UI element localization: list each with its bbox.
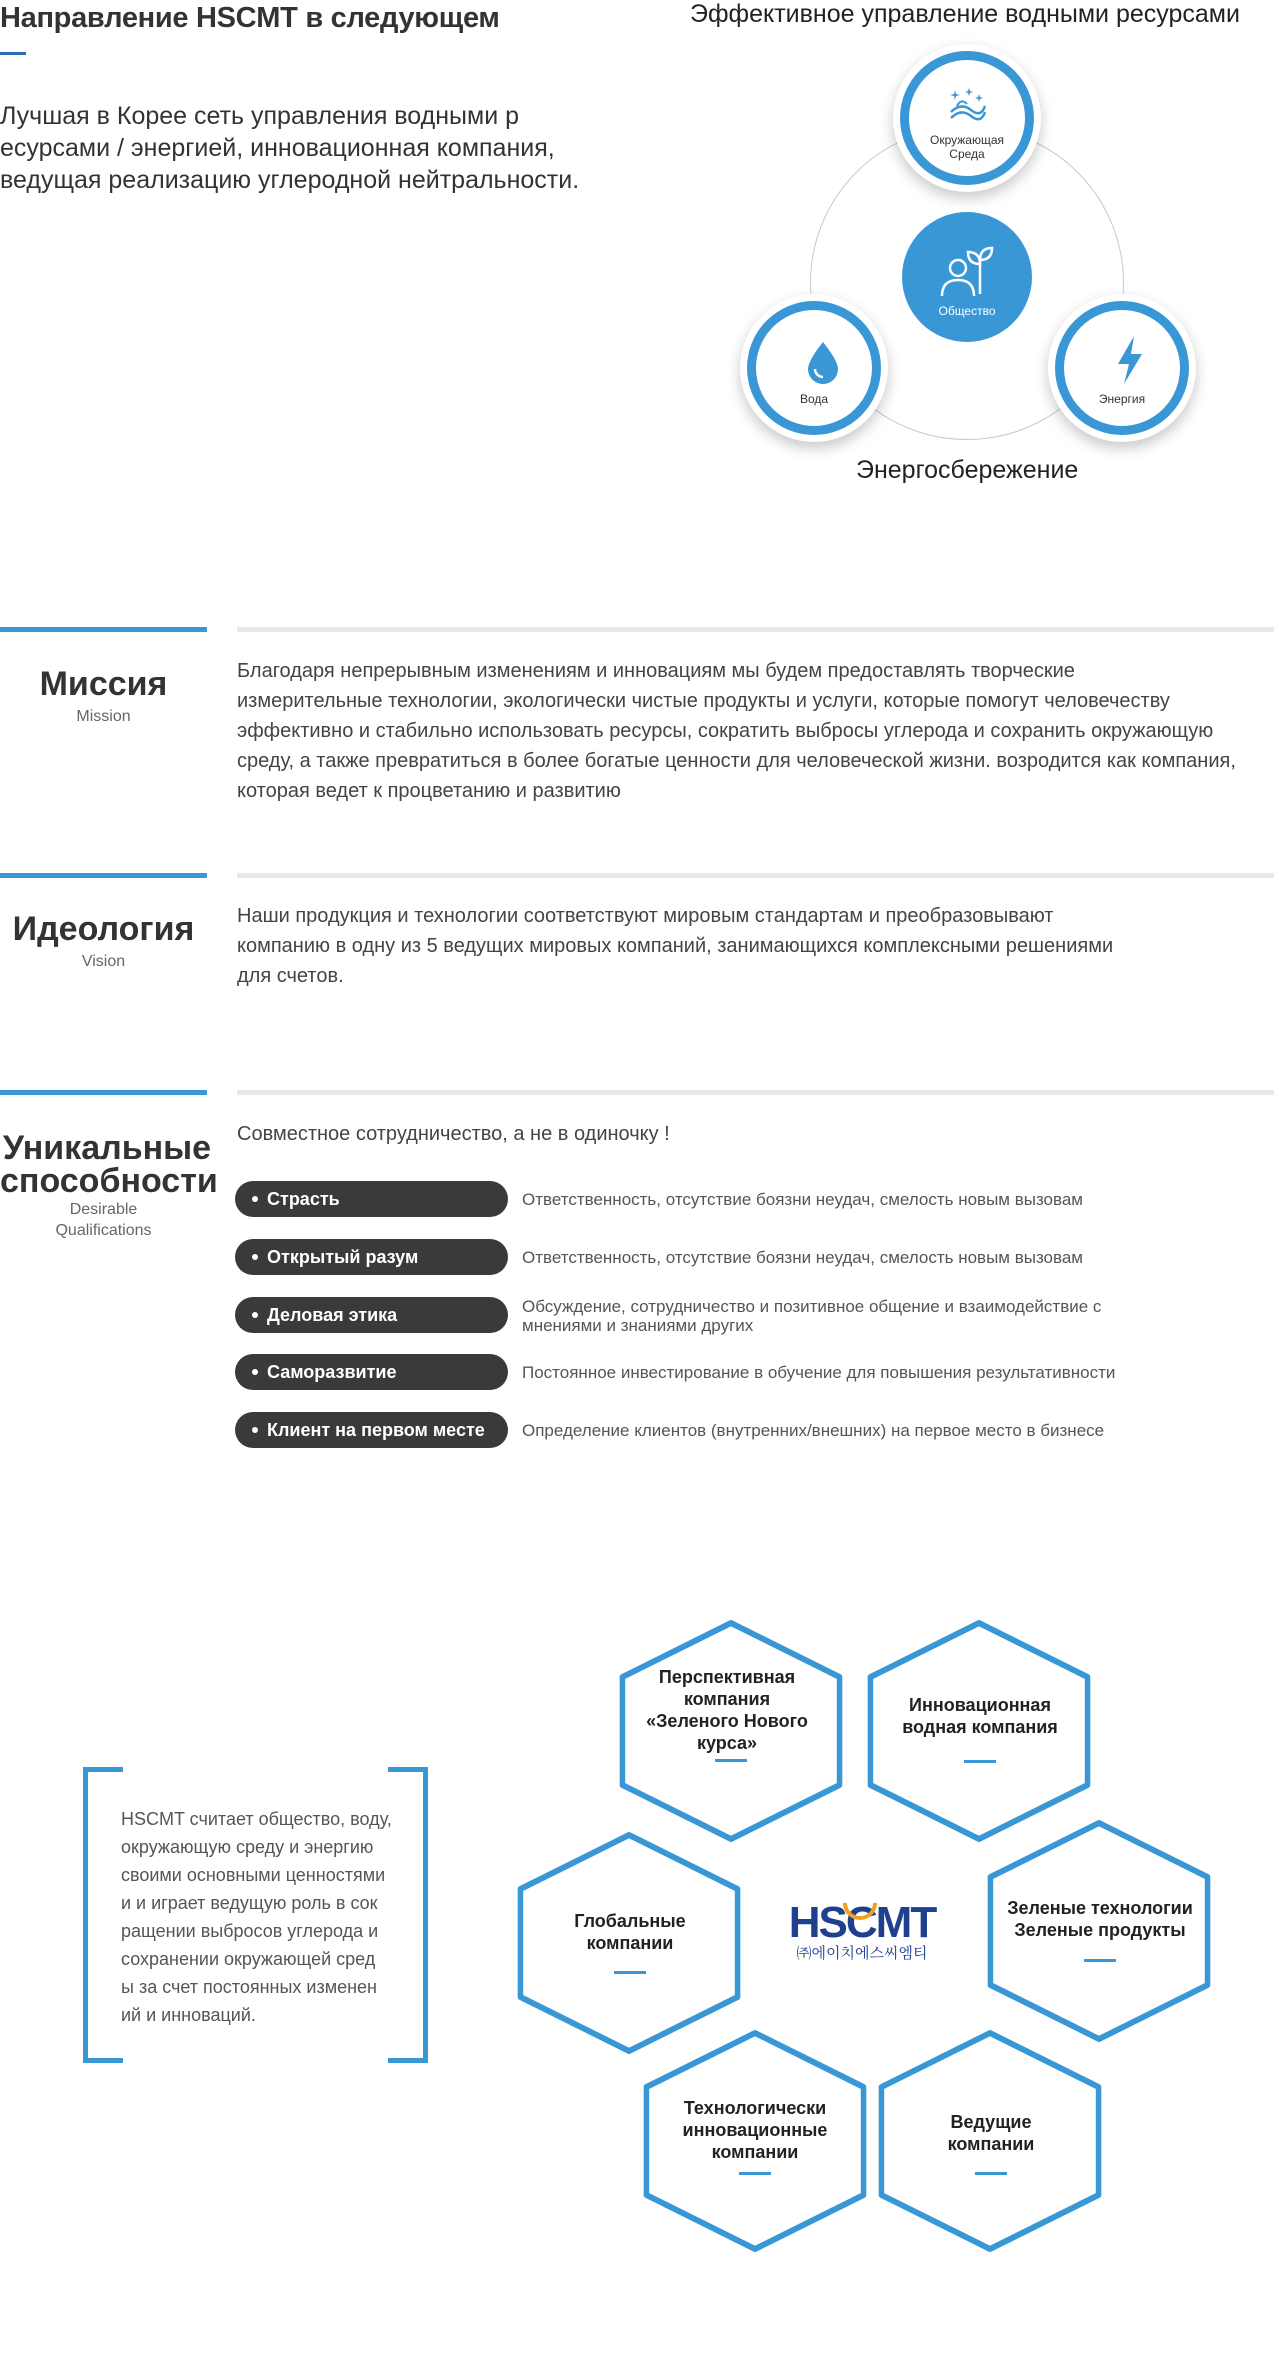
logo-korean: ㈜에이치에스씨엠티 [796,1944,928,1962]
capability-pill: Саморазвитие [235,1354,508,1390]
hex-label: компании [711,2142,799,2162]
hscmt-statement-text: HSCMT считает общество, воду, окружающую среду и энергию своими основными ценностями и и играет ведущую роль в сок ращении выбросов углерода и сохранении окружающей сред ы за счет постоянных изменен ий и инноваций. [121,1809,392,2025]
hex-label: Инновационная [909,1695,1051,1715]
hexagon-green-tech [990,1823,1207,2039]
logo-text: HSCMT [788,1898,936,1947]
intro-line: есурсами / энергией, инновационная компания, [0,134,555,162]
page-title: Направление HSCMT в следующем [0,2,500,34]
mission-title: Миссия [39,665,168,703]
intro-line: ведущая реализацию углеродной нейтральности. [0,166,580,194]
capability-pill: Деловая этика [235,1297,508,1333]
hex-label: Зеленые продукты [1014,1920,1186,1940]
capability-desc: Постоянное инвестирование в обучение для повышения результативности [522,1363,1116,1382]
intro-line: Лучшая в Корее сеть управления водными р [0,102,520,130]
mission-subtitle: Mission [76,708,131,725]
water-diagram-title: Эффективное управление водными ресурсами [690,0,1240,28]
capability-desc: Ответственность, отсутствие боязни неудач, смелость новым вызовам [522,1190,1083,1209]
water-label: Вода [799,392,829,406]
hex-label: компания [683,1689,771,1709]
hex-label: Глобальные [574,1911,686,1931]
hex-label: инновационные [682,2120,828,2140]
hex-label: Перспективная [658,1667,796,1687]
hexagon-leading [881,2033,1098,2249]
capability-pill: Страсть [235,1181,508,1217]
hex-label: Зеленые технологии [1007,1898,1193,1918]
hex-label: «Зеленого Нового [646,1711,808,1731]
hexagon-water-company [870,1623,1087,1839]
capability-desc: Определение клиентов (внутренних/внешних) на первое место в бизнесе [522,1421,1105,1440]
capability-pill: Открытый разум [235,1239,508,1275]
society-label: Общество [938,304,996,318]
energy-label: Энергия [1098,392,1146,406]
vision-title: Идеология [12,910,195,948]
energy-saving-caption: Энергосбережение [856,456,1079,484]
capability-pill: Клиент на первом месте [235,1412,508,1448]
hexagon-tech-innovation [646,2033,863,2249]
vision-text: Наши продукция и технологии соответствуют мировым стандартам и преобразовывают компанию в одну из 5 ведущих мировых компаний, занимающихся комплексными решениями для счетов. [237,905,1114,987]
hexagon-green-deal [622,1623,839,1839]
vision-subtitle: Vision [81,953,126,970]
capabilities-tagline: Совместное сотрудничество, а не в одиночку ! [237,1123,670,1145]
hex-label: компании [586,1933,674,1953]
hex-label: Ведущие [950,2112,1032,2132]
mission-text: Благодаря непрерывным изменениям и инновациям мы будем предоставлять творческие измерительные технологии, экологически чистые продукты и услуги, которые помогут человечеству эффективно и стабильно использовать ресурсы, сократить выбросы углерода и сохранить окружающую среду, а также превратиться в более богатые ценности для человеческой жизни. возродится как компания, которая ведет к процветанию и развитию [237,660,1236,802]
hex-label: Технологически [683,2098,827,2118]
hex-label: курса» [696,1733,758,1753]
environment-label: Окружающая Среда [929,133,1004,161]
capability-desc: Ответственность, отсутствие боязни неудач, смелость новым вызовам [522,1248,1083,1267]
hexagon-global [520,1835,737,2051]
capabilities-title: Уникальные способности [0,1129,218,1200]
hex-label: водная компания [902,1717,1058,1737]
hex-label: компании [947,2134,1035,2154]
capabilities-subtitle: Desirable Qualifications [55,1201,152,1239]
capability-desc: Обсуждение, сотрудничество и позитивное общение и взаимодействие с мнениями и знаниями других [522,1297,1102,1335]
hscmt-logo [789,1898,938,1962]
